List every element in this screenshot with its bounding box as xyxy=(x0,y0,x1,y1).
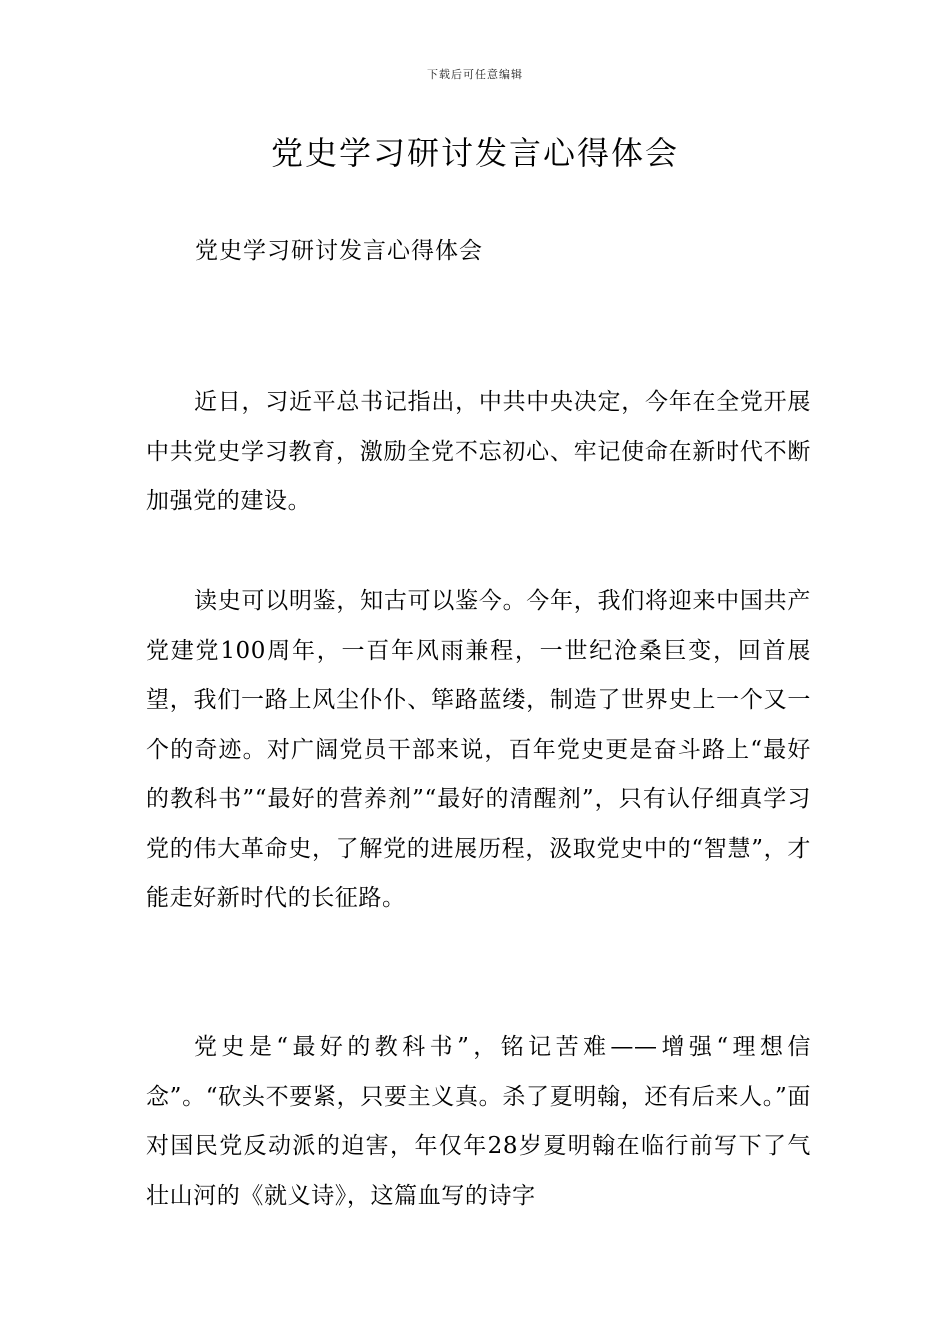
paragraph: 读史可以明鉴，知古可以鉴今。今年，我们将迎来中国共产党建党100周年，一百年风雨兼程，一世纪沧桑巨变，回首展望，我们一路上风尘仆仆、筚路蓝缕，制造了世界史上一个又一个的奇迹。对广阔党员干部来说，百年党史更是奋斗路上“最好的教科书”“最好的营养剂”“最好的清醒剂”，只有认仔细真学习党的伟大革命史，了解党的进展历程，汲取党史中的“智慧”，才能走好新时代的长征路。 xyxy=(146,588,811,911)
paragraph: 党史是“最好的教科书”，铭记苦难——增强“理想信念”。“砍头不要紧，只要主义真。杀了夏明翰，还有后来人。”面对国民党反动派的迫害，年仅年28岁夏明翰在临行前写下了气壮山河的《就义诗》，这篇血写的诗字 xyxy=(146,1034,811,1209)
document-title: 党史学习研讨发言心得体会 xyxy=(270,134,679,172)
paragraph: 近日，习近平总书记指出，中共中央决定，今年在全党开展中共党史学习教育，激励全党不忘初心、牢记使命在新时代不断加强党的建设。 xyxy=(146,389,811,514)
document-subtitle: 党史学习研讨发言心得体会 xyxy=(195,238,483,264)
header-note: 下载后可任意编辑 xyxy=(427,68,523,81)
